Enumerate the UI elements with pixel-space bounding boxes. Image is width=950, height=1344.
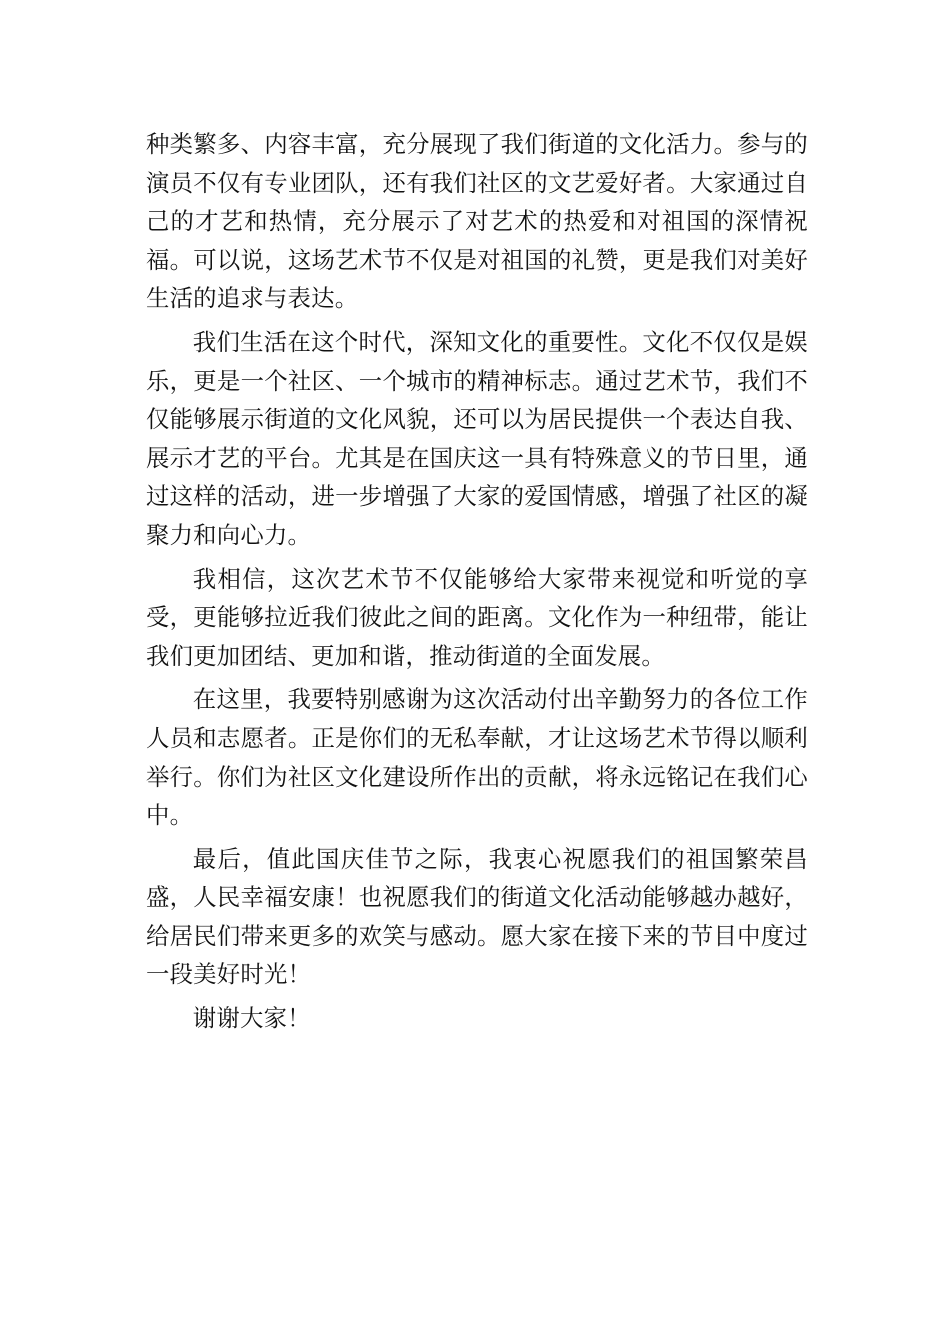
paragraph-continuation: 种类繁多、内容丰富，充分展现了我们街道的文化活力。参与的演员不仅有专业团队，还有我们社区的文艺爱好者。大家通过自己的才艺和热情，充分展示了对艺术的热爱和对祖国的深情祝福。可以说，这场艺术节不仅是对祖国的礼赞，更是我们对美好生活的追求与表达。 — [146, 130, 808, 313]
paragraph-belief: 我相信，这次艺术节不仅能够给大家带来视觉和听觉的享受，更能够拉近我们彼此之间的距离。文化作为一种纽带，能让我们更加团结、更加和谐，推动街道的全面发展。 — [146, 564, 808, 670]
speech-body — [146, 125, 808, 1043]
paragraph-closing-wishes: 最后，值此国庆佳节之际，我衷心祝愿我们的祖国繁荣昌盛，人民幸福安康！也祝愿我们的街道文化活动能够越办越好，给居民们带来更多的欢笑与感动。愿大家在接下来的节目中度过一段美好时光！ — [146, 844, 808, 989]
paragraph-thank-you: 谢谢大家！ — [192, 1004, 311, 1033]
paragraph-thanks-staff: 在这里，我要特别感谢为这次活动付出辛勤努力的各位工作人员和志愿者。正是你们的无私奉献，才让这场艺术节得以顺利举行。你们为社区文化建设所作出的贡献，将永远铭记在我们心中。 — [146, 685, 808, 830]
paragraph-culture-importance: 我们生活在这个时代，深知文化的重要性。文化不仅仅是娱乐，更是一个社区、一个城市的精神标志。通过艺术节，我们不仅能够展示街道的文化风貌，还可以为居民提供一个表达自我、展示才艺的平台。尤其是在国庆这一具有特殊意义的节日里，通过这样的活动，进一步增强了大家的爱国情感，增强了社区的凝聚力和向心力。 — [146, 327, 808, 549]
